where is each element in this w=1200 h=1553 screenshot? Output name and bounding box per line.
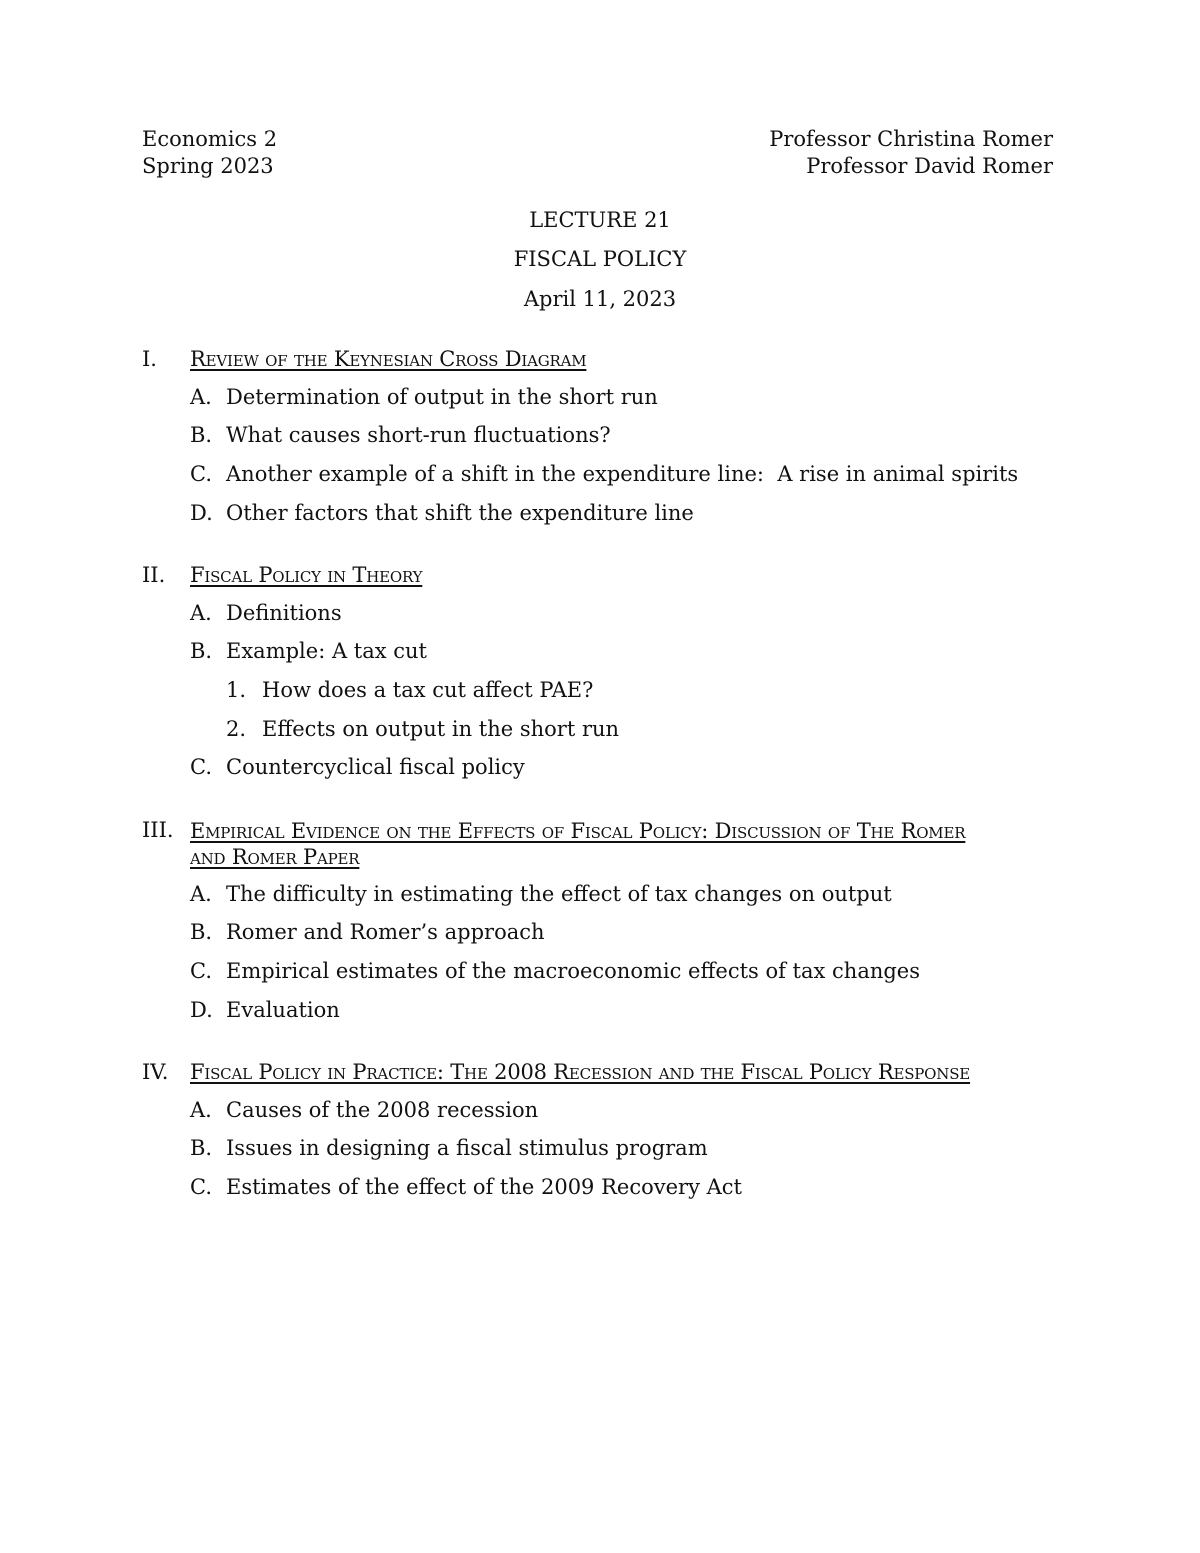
lecture-date: April 11, 2023	[523, 287, 677, 311]
outline-item	[190, 920, 545, 944]
outline-item	[190, 462, 1018, 486]
item-marker: D.	[190, 501, 213, 525]
outline-item	[190, 639, 427, 663]
item-marker: B.	[190, 1136, 213, 1160]
item-marker: 1.	[226, 678, 247, 702]
item-text: Romer and Romer’s approach	[226, 920, 545, 944]
outline-item	[190, 959, 920, 983]
section-heading	[142, 347, 586, 371]
outline-subitem	[226, 717, 619, 741]
outline-item	[190, 755, 525, 779]
item-text: Countercyclical fiscal policy	[226, 755, 525, 779]
section-title: Fiscal Policy in Theory	[190, 563, 423, 587]
item-marker: D.	[190, 998, 213, 1022]
item-text: Causes of the 2008 recession	[226, 1098, 539, 1122]
item-marker: 2.	[226, 717, 247, 741]
item-text: Other factors that shift the expenditure line	[226, 501, 694, 525]
item-text: Another example of a shift in the expenditure line: A rise in animal spirits	[226, 462, 1019, 486]
item-text: What causes short-run fluctuations?	[226, 423, 611, 447]
item-text: Evaluation	[226, 998, 340, 1022]
outline-item	[190, 385, 658, 409]
section-numeral: II.	[142, 563, 166, 587]
section-numeral: IV.	[142, 1060, 169, 1084]
instructor-name: Professor Christina Romer	[769, 127, 1053, 151]
item-text: Estimates of the effect of the 2009 Recovery Act	[226, 1175, 742, 1199]
item-marker: A.	[190, 601, 212, 625]
outline-item	[190, 998, 340, 1022]
section-numeral: III.	[142, 818, 174, 842]
item-text: How does a tax cut affect PAE?	[262, 678, 594, 702]
outline-item	[190, 501, 694, 525]
item-text: Determination of output in the short run	[226, 385, 658, 409]
item-marker: B.	[190, 423, 213, 447]
item-text: Effects on output in the short run	[262, 717, 620, 741]
item-marker: A.	[190, 385, 212, 409]
item-text: Definitions	[226, 601, 342, 625]
section-heading	[142, 1060, 970, 1084]
item-text: The difficulty in estimating the effect of tax changes on output	[226, 882, 892, 906]
item-text: Empirical estimates of the macroeconomic effects of tax changes	[226, 959, 921, 983]
item-marker: B.	[190, 639, 213, 663]
outline-item	[190, 882, 892, 906]
section-heading	[142, 818, 990, 870]
item-marker: A.	[190, 882, 212, 906]
course-name: Economics 2	[142, 127, 278, 151]
outline-item	[190, 601, 342, 625]
item-marker: C.	[190, 462, 212, 486]
instructor-name: Professor David Romer	[806, 154, 1053, 178]
item-marker: C.	[190, 959, 212, 983]
outline-item	[190, 1098, 538, 1122]
section-title: Review of the Keynesian Cross Diagram	[190, 347, 587, 371]
course-term: Spring 2023	[142, 154, 274, 178]
lecture-topic: FISCAL POLICY	[513, 247, 687, 271]
outline-item	[190, 1175, 742, 1199]
course-info	[142, 126, 277, 180]
item-marker: C.	[190, 1175, 212, 1199]
outline-item	[190, 423, 611, 447]
section-title: Fiscal Policy in Practice: The 2008 Recession and the Fiscal Policy Response	[190, 1060, 971, 1084]
section-title: Empirical Evidence on the Effects of Fiscal Policy: Discussion of The Romer and Romer Paper	[190, 819, 966, 869]
outline-subitem	[226, 678, 593, 702]
instructor-info	[769, 126, 1053, 180]
item-text: Issues in designing a fiscal stimulus program	[226, 1136, 708, 1160]
section-heading	[142, 563, 422, 587]
section-numeral: I.	[142, 347, 157, 371]
outline-item	[190, 1136, 708, 1160]
item-text: Example: A tax cut	[226, 639, 427, 663]
item-marker: C.	[190, 755, 212, 779]
lecture-number: LECTURE 21	[529, 208, 671, 232]
item-marker: A.	[190, 1098, 212, 1122]
item-marker: B.	[190, 920, 213, 944]
